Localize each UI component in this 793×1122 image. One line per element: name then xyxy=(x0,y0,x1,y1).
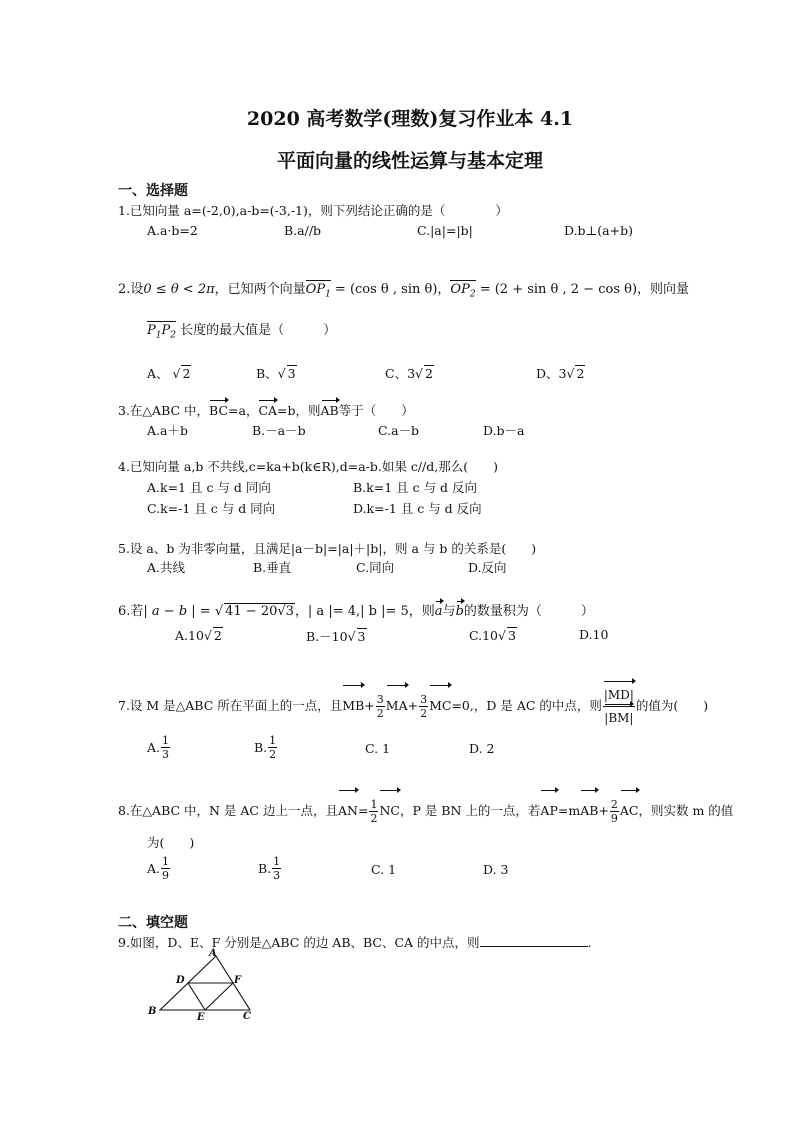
label-a: A xyxy=(209,948,217,959)
q4-option-b: B.k=1 且 c 与 d 反向 xyxy=(353,480,478,495)
q8-frac-1: $\frac{1}{2}$ xyxy=(370,798,378,825)
q2-option-d: D、3√ 2 xyxy=(536,366,585,381)
label-b: B xyxy=(148,1006,157,1017)
q6-option-c: C.10√ 3 xyxy=(469,628,516,643)
q2-text-1: 2.设 xyxy=(118,282,144,297)
q5-option-c: C.同向 xyxy=(356,560,395,575)
q6-radicand: 41 − 20√3 xyxy=(225,604,294,619)
q5-option-a: A.共线 xyxy=(147,560,186,575)
q3-vector-ca: CA xyxy=(258,403,278,418)
q2-text-2: ，已知两个向量 xyxy=(214,282,306,297)
q3-option-b: B.－a－b xyxy=(252,423,306,438)
q7-option-b: B. $\frac{1}{2}$ xyxy=(254,734,277,761)
q4-option-d: D.k=-1 且 c 与 d 反向 xyxy=(353,501,482,516)
q3-option-d: D.b－a xyxy=(483,423,525,438)
section-choice: 一、选择题 xyxy=(118,183,188,199)
q8-option-b: B. $\frac{1}{3}$ xyxy=(258,855,281,882)
q7-option-a: A. $\frac{1}{3}$ xyxy=(147,734,170,761)
q8-vector-ab: AB xyxy=(580,793,598,829)
q3-vector-ab: AB xyxy=(320,403,339,418)
q2-vector-op2: $OP_2$ xyxy=(450,282,476,300)
q9-answer-blank[interactable] xyxy=(480,934,588,947)
question-1: 1.已知向量 a=(-2,0),a-b=(-3,-1)，则下列结论正确的是（ ） xyxy=(118,203,508,218)
question-2 xyxy=(118,278,689,300)
segment-de xyxy=(188,983,205,1010)
q1-option-a: A.a·b=2 xyxy=(147,223,198,238)
label-c: C xyxy=(243,1011,251,1022)
q2-option-b: B、√ 3 xyxy=(256,366,296,381)
q2-comma: ， xyxy=(437,282,451,297)
question-8: 8.在△ABC 中，N 是 AC 边上一点，且AN= $\frac{1}{2}$ NC，P 是 BN 上的一点，若AP=mAB+ $\frac{2}{9}$ AC，则实数 m 的值 xyxy=(118,793,733,829)
q5-option-b: B.垂直 xyxy=(253,560,292,575)
q7-frac-2: $\frac{3}{2}$ xyxy=(420,693,428,720)
q2-vector-p1p2: $P_1P_2$ xyxy=(147,323,176,341)
q2-eq2: = (2 + sin θ , 2 − cos θ) xyxy=(475,282,638,297)
q8-vector-nc: NC xyxy=(379,793,400,829)
q8-vector-ac: AC xyxy=(620,793,639,829)
q2-option-c: C、3√ 2 xyxy=(385,366,433,381)
q7-vector-mb: MB xyxy=(342,688,364,724)
triangle-figure xyxy=(146,948,266,1026)
q2-tail: 长度的最大值是（ ） xyxy=(180,323,337,338)
q6-vector-b: b xyxy=(455,604,464,619)
q8-vector-ap: AP xyxy=(540,793,557,829)
q6-option-d: D.10 xyxy=(579,627,609,642)
page-title: 2020 高考数学(理数)复习作业本 4.1 xyxy=(246,108,574,130)
question-6: 6.若| a − b | = √ 41 − 20√3，| a |= 4,| b |= 5，则a与b的数量积为（ ） xyxy=(118,604,594,619)
q5-option-d: D.反向 xyxy=(468,560,507,575)
question-3: 3.在△ABC 中，BC=a，CA=b，则AB等于（ ） xyxy=(118,403,414,418)
q6-vector-a: a xyxy=(434,604,443,619)
q2-text-3: ，则向量 xyxy=(637,282,690,297)
page-subtitle: 平面向量的线性运算与基本定理 xyxy=(276,150,543,172)
q2-vector-op1: $OP_1$ xyxy=(305,282,331,300)
q7-ratio: $\frac{|MD|}{|BM|}$ xyxy=(603,684,635,729)
q3-option-c: C.a－b xyxy=(378,423,420,438)
q1-option-c: C.|a|=|b| xyxy=(417,223,473,238)
q8-line-2: 为( ) xyxy=(147,835,195,850)
question-7: 7.设 M 是△ABC 所在平面上的一点，且MB+ $\frac{3}{2}$ MA+ $\frac{3}{2}$ MC=0,，D 是 AC 的中点，则 $\frac{|MD|}{|BM|}$ 的值为( ) xyxy=(118,684,708,729)
q8-frac-2: $\frac{2}{9}$ xyxy=(610,798,618,825)
q7-vector-ma: MA xyxy=(386,688,408,724)
q7-option-d: D. 2 xyxy=(469,741,495,756)
question-9: 9.如图，D、E、F 分别是△ABC 的边 AB、BC、CA 的中点，则 . xyxy=(118,935,592,950)
q1-option-d: D.b⊥(a+b) xyxy=(564,223,633,238)
q6-option-b: B.－10√ 3 xyxy=(306,629,366,644)
q1-option-b: B.a//b xyxy=(284,223,322,238)
q8-option-a: A. $\frac{1}{9}$ xyxy=(147,855,170,882)
q8-vector-an: AN xyxy=(338,793,358,829)
q2-eq1: = (cos θ , sin θ) xyxy=(330,282,438,297)
segment-ef xyxy=(205,983,233,1010)
q4-option-c: C.k=-1 且 c 与 d 同向 xyxy=(147,501,276,516)
q8-option-c: C. 1 xyxy=(371,862,397,877)
q4-option-a: A.k=1 且 c 与 d 同向 xyxy=(147,480,271,495)
section-fill: 二、填空题 xyxy=(118,915,188,931)
label-f: F xyxy=(234,975,242,986)
q3-option-a: A.a＋b xyxy=(147,423,188,438)
q7-frac-1: $\frac{3}{2}$ xyxy=(376,693,384,720)
label-d: D xyxy=(176,975,185,986)
q2-option-a: A、 √ 2 xyxy=(147,366,191,381)
q2-inequality: 0 ≤ θ < 2π xyxy=(143,282,215,297)
q6-abs-diff: | a − b | = xyxy=(143,604,215,619)
q3-vector-bc: BC xyxy=(209,403,229,418)
label-e: E xyxy=(197,1012,205,1023)
q6-option-a: A.10√ 2 xyxy=(175,628,222,643)
question-4: 4.已知向量 a,b 不共线,c=ka+b(k∈R),d=a-b.如果 c//d,那么( ) xyxy=(118,459,498,474)
q7-option-c: C. 1 xyxy=(365,741,391,756)
q7-vector-mc: MC xyxy=(429,688,451,724)
q8-option-d: D. 3 xyxy=(483,862,509,877)
question-5: 5.设 a、b 为非零向量，且满足|a－b|=|a|＋|b|，则 a 与 b 的关系是( ) xyxy=(118,541,537,556)
q2-line-2 xyxy=(147,319,336,341)
